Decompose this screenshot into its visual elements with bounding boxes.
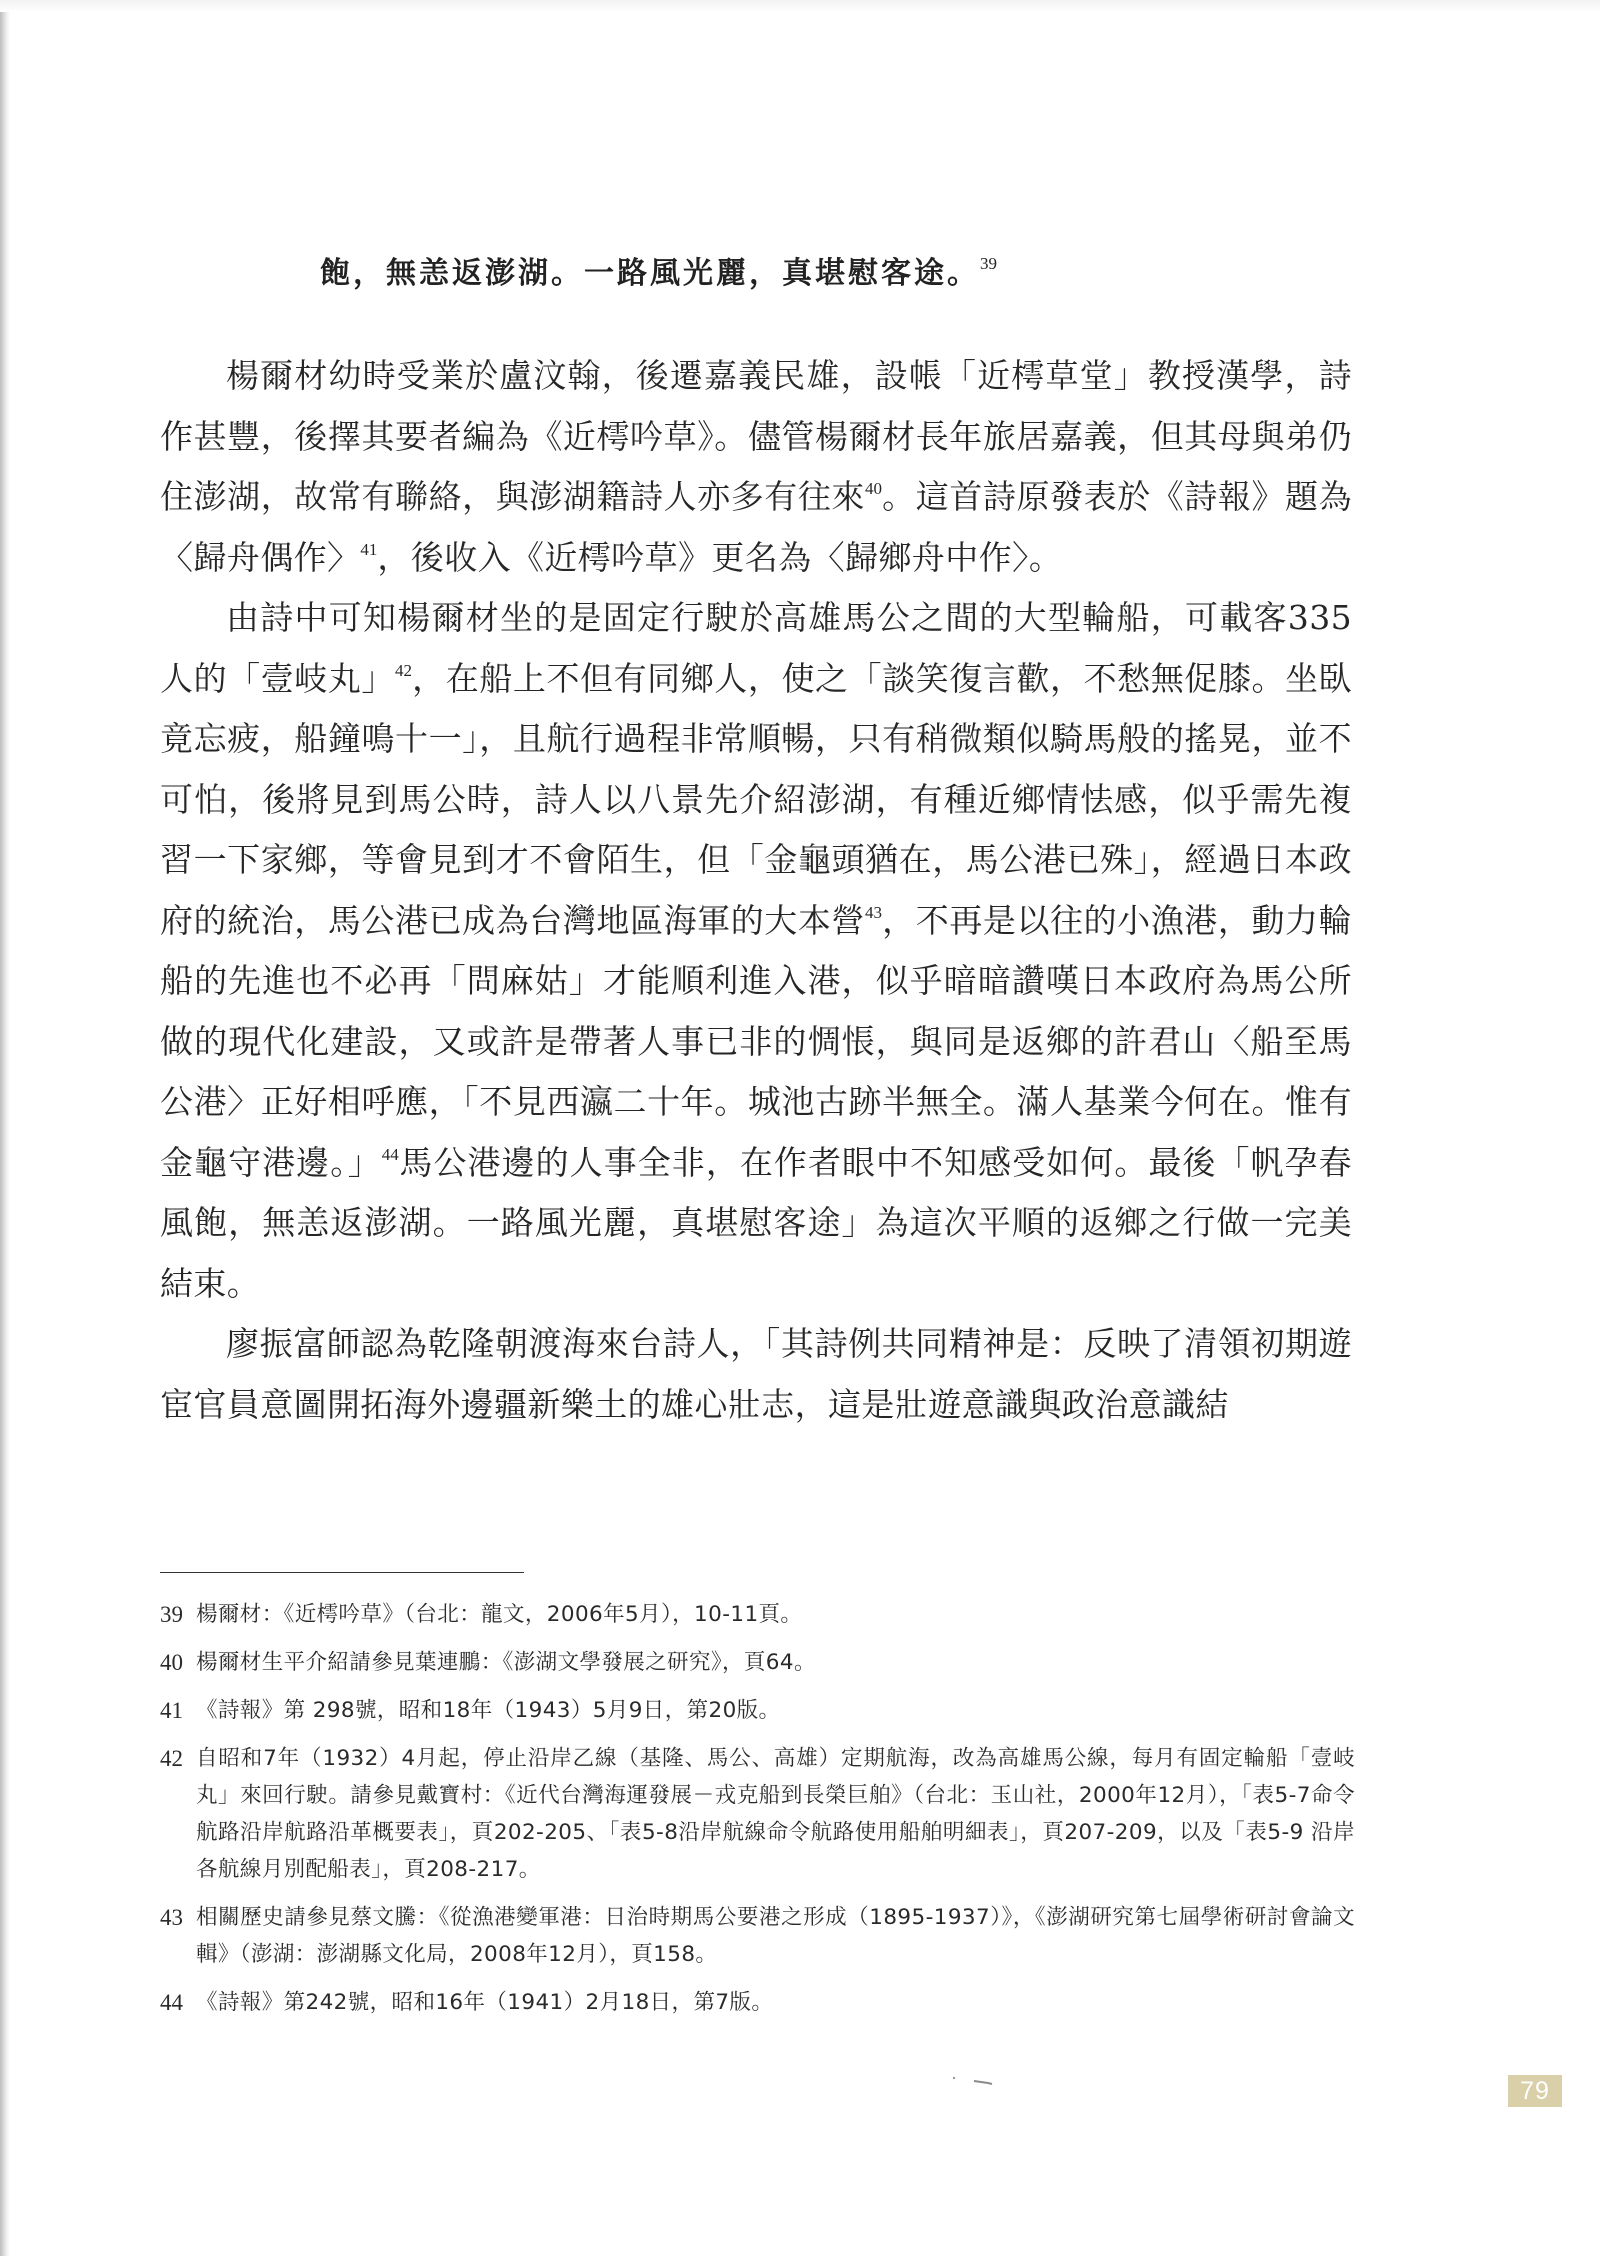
footnote-ref-43: 43 <box>865 902 882 922</box>
footnote-text: 楊爾材：《近樗吟草》（台北：龍文，2006年5月），10-11頁。 <box>196 1602 803 1627</box>
page-top-shadow <box>0 0 1600 12</box>
footnote-text: 《詩報》第 298號，昭和18年（1943）5月9日，第20版。 <box>196 1698 781 1723</box>
paragraph-1-text-a: 楊爾材幼時受業於盧汶翰，後遷嘉義民雄，設帳「近樗草堂」教授漢學，詩作甚豐，後擇其要者編為《近樗吟草》。儘管楊爾材長年旅居嘉義，但其母與弟仍住澎湖，故常有聯絡，與澎湖籍詩人亦多有往來 <box>160 356 1352 516</box>
paragraph-2-text-a: 由詩中可知楊爾材坐的是固定行駛於高雄馬公之間的大型輪船，可載客335人的「壹岐丸」 <box>160 598 1352 698</box>
footnote-text: 《詩報》第242號，昭和16年（1941）2月18日，第7版。 <box>196 1990 774 2015</box>
paragraph-2-text-b: ，在船上不但有同鄉人，使之「談笑復言歡，不愁無促膝。坐臥竟忘疲，船鐘鳴十一」，且航行過程非常順暢，只有稍微類似騎馬般的搖晃，並不可怕，後將見到馬公時，詩人以八景先介紹澎湖，有種近鄉情怯感，似乎需先複習一下家鄉，等會見到才不會陌生，但「金龜頭猶在，馬公港已殊」，經過日本政府的統治，馬公港已成為台灣地區海軍的大本營 <box>160 658 1352 940</box>
poem-quote-line <box>320 252 1300 296</box>
paragraph-1 <box>160 346 1352 588</box>
main-text <box>160 346 1352 1435</box>
paragraph-2 <box>160 588 1352 1314</box>
footnote-39 <box>160 1596 1355 1633</box>
footnote-number: 43 <box>160 1905 183 1930</box>
footnote-divider <box>160 1572 524 1573</box>
footnote-number: 40 <box>160 1650 183 1675</box>
footnote-40 <box>160 1644 1355 1681</box>
footnote-ref-39: 39 <box>980 254 997 273</box>
paragraph-1-text-c: ，後收入《近樗吟草》更名為〈歸鄉舟中作〉。 <box>377 537 1063 577</box>
footnote-number: 42 <box>160 1746 183 1771</box>
footnote-42 <box>160 1740 1355 1888</box>
page-number: 79 <box>1508 2075 1562 2107</box>
footnote-number: 44 <box>160 1990 183 2015</box>
poem-quote-text: 飽，無恙返澎湖。一路風光麗，真堪慰客途。 <box>320 256 980 291</box>
footnote-ref-40: 40 <box>865 479 882 498</box>
scan-specks <box>948 2074 1008 2088</box>
footnote-text: 自昭和7年（1932）4月起，停止沿岸乙線（基隆、馬公、高雄）定期航海，改為高雄馬公線，每月有固定輪船「壹岐丸」來回行駛。請參見戴寶村：《近代台灣海運發展－戎克船到長榮巨舶》（台北：玉山社，2000年12月），「表5-7命令航路沿岸航路沿革概要表」，頁202-205、「表5-8沿岸航線命令航路使用船舶明細表」，頁207-209，以及「表5-9 沿岸各航線月別配船表」，頁208-217。 <box>196 1746 1355 1882</box>
page-binding-edge <box>0 0 10 2256</box>
paragraph-2-text-c: ，不再是以往的小漁港，動力輪船的先進也不必再「問麻姑」才能順利進入港，似乎暗暗讚嘆日本政府為馬公所做的現代化建設，又或許是帶著人事已非的惆悵，與同是返鄉的許君山〈船至馬公港〉正好相呼應，「不見西瀛二十年。城池古跡半無全。滿人基業今何在。惟有金龜守港邊。」 <box>160 900 1352 1182</box>
footnote-43 <box>160 1899 1355 1973</box>
footnote-number: 41 <box>160 1698 183 1723</box>
footnote-ref-44: 44 <box>381 1144 399 1164</box>
footnotes-section <box>160 1596 1355 2032</box>
footnote-ref-41: 41 <box>360 539 378 559</box>
footnote-number: 39 <box>160 1602 183 1627</box>
paragraph-3: 廖振富師認為乾隆朝渡海來台詩人，「其詩例共同精神是：反映了清領初期遊宦官員意圖開拓海外邊疆新樂土的雄心壯志，這是壯遊意識與政治意識結 <box>160 1324 1352 1424</box>
footnote-ref-42: 42 <box>395 660 412 680</box>
footnote-44 <box>160 1984 1355 2021</box>
paragraph-2-text-d: 馬公港邊的人事全非，在作者眼中不知感受如何。最後「帆孕春風飽，無恙返澎湖。一路風光麗，真堪慰客途」為這次平順的返鄉之行做一完美結束。 <box>160 1142 1352 1303</box>
paragraph-1-text-b: 。這首詩原發表於《詩報》題為〈歸舟偶作〉 <box>160 477 1352 577</box>
footnote-text: 相關歷史請參見蔡文騰：《從漁港變軍港：日治時期馬公要港之形成（1895-1937）》，《澎湖研究第七屆學術研討會論文輯》（澎湖：澎湖縣文化局，2008年12月），頁158。 <box>196 1905 1355 1967</box>
footnote-41 <box>160 1692 1355 1729</box>
footnote-text: 楊爾材生平介紹請參見葉連鵬：《澎湖文學發展之研究》，頁64。 <box>196 1650 816 1675</box>
